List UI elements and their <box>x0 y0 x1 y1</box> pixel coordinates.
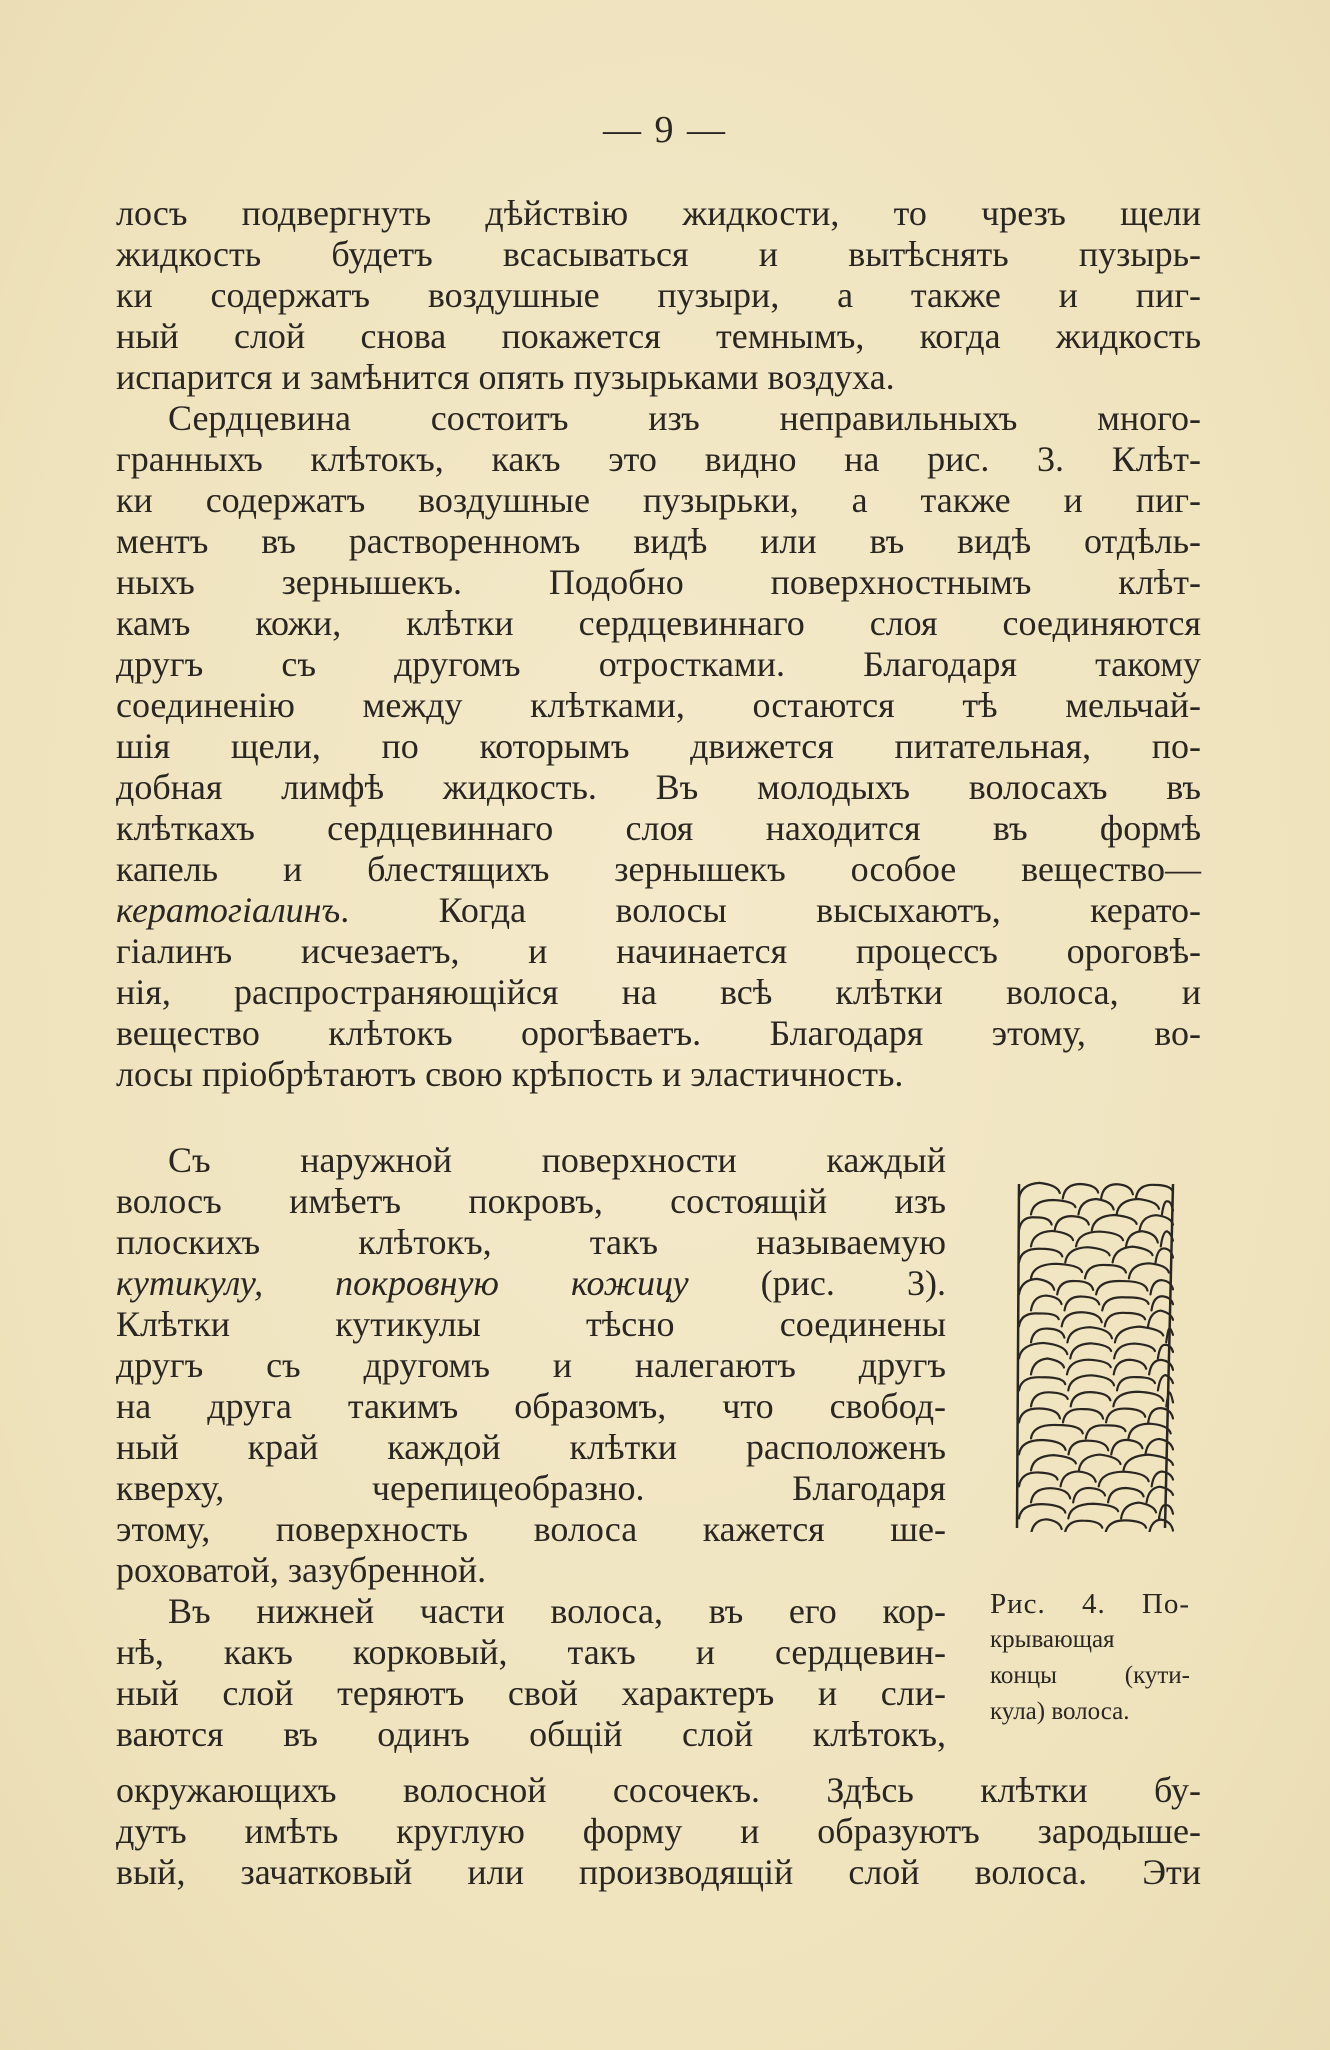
caption-line: кула) волоса. <box>990 1698 1130 1725</box>
cuticle-cell <box>1078 1199 1113 1214</box>
paragraph-block-top <box>116 193 1201 1095</box>
cuticle-cell <box>1031 1296 1062 1311</box>
cuticle-cell <box>1117 1199 1159 1214</box>
cuticle-cell <box>1102 1297 1148 1310</box>
text-line: волосъ имѣетъ покровъ, состоящій изъ <box>116 1181 946 1221</box>
cuticle-cell <box>1067 1360 1111 1375</box>
text-line: лосъ подвергнуть дѣйствію жидкости, то чрезъ щели <box>116 193 1201 233</box>
text-line: ный край каждой клѣтки расположенъ <box>116 1427 946 1467</box>
text-line: ментъ въ растворенномъ видѣ или въ видѣ отдѣль- <box>116 521 1201 561</box>
cuticle-cell <box>1031 1200 1075 1214</box>
text-line: ный слой снова покажется темнымъ, когда жидкость <box>116 316 1201 356</box>
paragraph-block-mid <box>116 1140 946 1755</box>
cuticle-cell <box>1108 1488 1144 1502</box>
cuticle-cell <box>1063 1409 1103 1422</box>
cuticle-cell <box>1105 1313 1145 1327</box>
cuticle-cell <box>1149 1520 1173 1532</box>
cuticle-cell <box>1099 1472 1149 1487</box>
cuticle-cell <box>1073 1488 1105 1502</box>
cuticle-cell <box>1113 1247 1153 1263</box>
cuticle-cell <box>1113 1392 1163 1407</box>
cuticle-cell <box>1019 1504 1065 1518</box>
cuticle-cell <box>1031 1392 1068 1406</box>
cuticle-cell <box>1019 1343 1067 1358</box>
text-line: ваются въ одинъ общій слой клѣтокъ, <box>116 1714 946 1754</box>
cuticle-cell <box>1065 1247 1109 1262</box>
text-line: дутъ имѣть круглую форму и образуютъ зародыше- <box>116 1811 1201 1851</box>
caption-line: Рис. 4. По- <box>990 1588 1190 1620</box>
cuticle-cell <box>1019 1409 1060 1423</box>
cuticle-cell <box>1019 1279 1054 1295</box>
cuticle-cell <box>1128 1424 1170 1439</box>
text-line: Сердцевина состоитъ изъ неправильныхъ много- <box>168 398 1201 438</box>
text-line: роховатой, зазубренной. <box>116 1550 487 1590</box>
cuticle-cell <box>1140 1215 1173 1230</box>
cuticle-cell <box>1071 1392 1111 1406</box>
caption-line: крывающая <box>990 1626 1115 1653</box>
cuticle-cell <box>1069 1441 1109 1455</box>
cuticle-cell <box>1019 1377 1065 1390</box>
italic-term: кератогіалинъ <box>116 890 341 930</box>
cuticle-cell <box>1114 1360 1146 1375</box>
text-line: гіалинъ исчезаетъ, и начинается процессъ ороговѣ- <box>116 931 1201 971</box>
cuticle-cell <box>1031 1264 1082 1279</box>
text-line: другъ съ другомъ и налегаютъ другъ <box>116 1345 946 1385</box>
text-line: окружающихъ волосной сосочекъ. Здѣсь клѣтки бу- <box>116 1770 1201 1810</box>
text-line: вый, зачатковый или производящій слой волоса. Эти <box>116 1852 1201 1892</box>
text-line: Въ нижней части волоса, въ его кор- <box>168 1591 946 1631</box>
cuticle-cell <box>1096 1281 1147 1294</box>
hair-edge-left <box>1017 1184 1019 1528</box>
cuticle-cell <box>1031 1231 1073 1246</box>
cuticle-cell <box>1019 1183 1060 1199</box>
cuticle-cell <box>1031 1359 1064 1375</box>
cuticle-cell <box>1085 1265 1126 1278</box>
caption-line: концы (кути- <box>990 1662 1190 1689</box>
text-line: клѣткахъ сердцевиннаго слоя находится въ формѣ <box>116 808 1201 848</box>
text-line: ныхъ зернышекъ. Подобно поверхностнымъ клѣт- <box>116 562 1201 602</box>
figure-caption <box>990 1586 1190 1730</box>
text-line: шія щели, по которымъ движется питательная, по- <box>116 726 1201 766</box>
cuticle-cell <box>1092 1215 1137 1230</box>
text-line: на друга такимъ образомъ, что свобод- <box>116 1386 946 1426</box>
text-line: этому, поверхность волоса кажется ше- <box>116 1509 946 1549</box>
cuticle-cell <box>1101 1184 1133 1198</box>
cuticle-cell <box>1129 1263 1169 1278</box>
text-line: капель и блестящихъ зернышекъ особое вещество— <box>116 849 1201 889</box>
text-line: кверху, черепицеобразно. Благодаря <box>116 1468 946 1508</box>
text-line: лосы пріобрѣтаютъ свою крѣпость и эластичность. <box>116 1054 904 1094</box>
cuticle-cell <box>1147 1487 1173 1503</box>
cuticle-illustration <box>1015 1180 1177 1532</box>
text-line <box>116 1263 946 1304</box>
cuticle-cell <box>1019 1249 1062 1263</box>
cuticle-cell <box>1117 1377 1155 1390</box>
cuticle-cell <box>1063 1184 1098 1198</box>
text-line: плоскихъ клѣтокъ, такъ называемую <box>116 1222 946 1262</box>
cuticle-cell <box>1068 1375 1114 1390</box>
cuticle-cell <box>1065 1521 1103 1532</box>
text-fragment: (рис. 3). <box>688 1263 946 1303</box>
text-line: гранныхъ клѣтокъ, какъ это видно на рис. 3. Клѣт- <box>116 439 1201 479</box>
cuticle-cell <box>1145 1439 1173 1454</box>
text-line: Клѣтки кутикулы тѣсно соединены <box>116 1304 946 1344</box>
paragraph-block-bottom <box>116 1770 1201 1893</box>
text-line: соединенію между клѣтками, остаются тѣ мельчай- <box>116 685 1201 725</box>
text-line: жидкость будетъ всасываться и вытѣснять пузырь- <box>116 234 1201 274</box>
cuticle-cell <box>1126 1231 1158 1246</box>
cuticle-cell <box>1158 1375 1173 1390</box>
cuticle-cell <box>1019 1313 1059 1326</box>
text-line: камъ кожи, клѣтки сердцевиннаго слоя соединяются <box>116 603 1201 643</box>
cuticle-cell <box>1055 1216 1089 1230</box>
cuticle-cell <box>1031 1488 1070 1502</box>
cuticle-cell <box>1115 1327 1163 1343</box>
page-number: — 9 — <box>603 109 727 151</box>
cuticle-cell <box>1114 1344 1155 1359</box>
text-line: ки содержатъ воздушные пузырьки, а также и пиг- <box>116 480 1201 520</box>
cuticle-cell <box>1031 1455 1076 1470</box>
cuticle-cell <box>1019 1472 1058 1486</box>
cuticle-cell <box>1111 1440 1142 1454</box>
cuticle-cell <box>1031 1519 1062 1532</box>
cuticle-cell <box>1158 1345 1173 1359</box>
cuticle-cell <box>1062 1312 1102 1326</box>
cuticle-cell <box>1086 1425 1126 1438</box>
text-line: добная лимфѣ жидкость. Въ молодыхъ волосахъ въ <box>116 767 1201 807</box>
text-line: нія, распространяющійся на всѣ клѣтки волоса, и <box>116 972 1201 1012</box>
cuticle-cell <box>1070 1343 1111 1358</box>
cuticle-cell <box>1079 1455 1121 1471</box>
cuticle-cell <box>1068 1504 1118 1519</box>
text-line: ный слой теряютъ свой характеръ и сли- <box>116 1673 946 1713</box>
cuticle-cell <box>1065 1297 1100 1311</box>
text-line: ки содержатъ воздушные пузыри, а также и пиг- <box>116 275 1201 315</box>
text-line: вещество клѣтокъ орогѣваетъ. Благодаря этому, во- <box>116 1013 1201 1053</box>
cuticle-cell <box>1019 1217 1052 1230</box>
cuticle-cell <box>1148 1408 1173 1422</box>
cuticle-cell <box>1136 1185 1173 1199</box>
cuticle-cell <box>1076 1232 1123 1247</box>
text-line: другъ съ другомъ отростками. Благодаря такому <box>116 644 1201 684</box>
italic-term: кутикулу, покровную кожицу <box>116 1263 689 1303</box>
cuticle-cell <box>1031 1329 1064 1343</box>
cuticle-cell <box>1152 1472 1173 1487</box>
cuticle-cell <box>1121 1503 1156 1519</box>
text-fragment: . Когда волосы высыхаютъ, керато- <box>340 890 1201 930</box>
cuticle-cell <box>1057 1281 1093 1294</box>
cuticle-cell <box>1031 1425 1083 1438</box>
cuticle-cell <box>1106 1409 1145 1423</box>
text-line: нѣ, какъ корковый, такъ и сердцевин- <box>116 1632 946 1672</box>
cuticle-cell <box>1067 1327 1112 1342</box>
cuticle-cell <box>1019 1440 1066 1454</box>
cuticle-drawing <box>1015 1180 1177 1532</box>
cuticle-cell <box>1105 1520 1146 1532</box>
text-line: испарится и замѣнится опять пузырьками воздуха. <box>116 357 895 397</box>
cuticle-cell <box>1061 1471 1096 1486</box>
text-line <box>116 890 1201 931</box>
text-line: Съ наружной поверхности каждый <box>168 1140 946 1180</box>
